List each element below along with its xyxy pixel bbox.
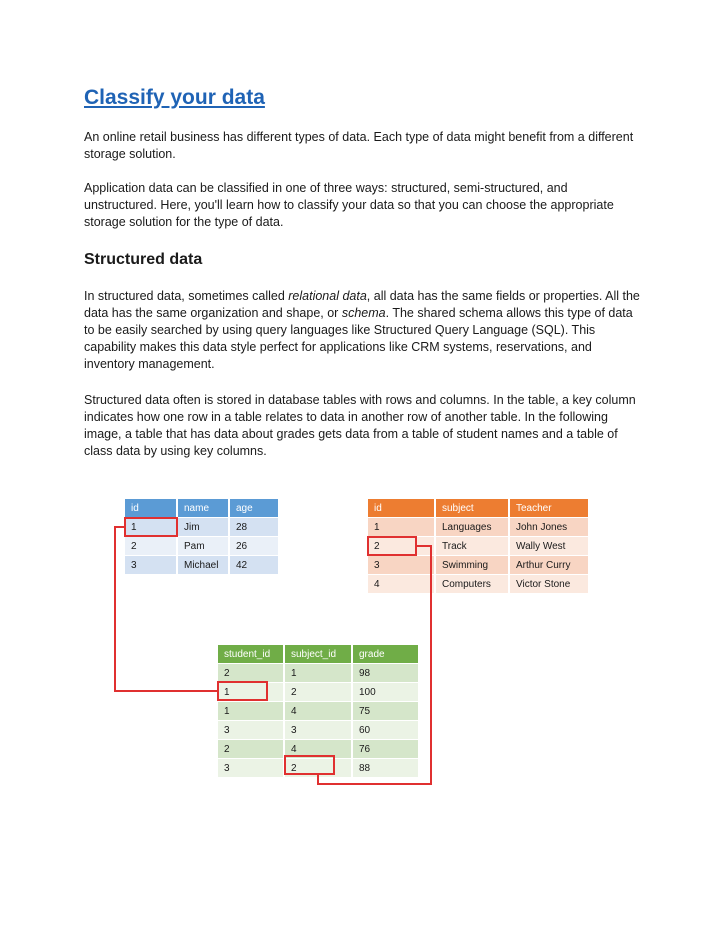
table-cell: 60	[352, 721, 419, 740]
table-row	[368, 575, 589, 594]
structured-p1-text-b: , all data has the same fields or properties. All the data has the same organization and shape, or	[84, 289, 640, 320]
column-header: age	[229, 499, 279, 518]
table-cell: 42	[229, 556, 279, 575]
table-cell: Arthur Curry	[509, 556, 589, 575]
table-row	[218, 740, 419, 759]
table-row	[368, 518, 589, 537]
column-header: id	[125, 499, 177, 518]
table-cell: 1	[218, 702, 284, 721]
table-cell: 3	[368, 556, 435, 575]
table-row	[125, 556, 279, 575]
table-cell: 3	[218, 759, 284, 778]
students-table	[125, 499, 280, 574]
table-cell: 1	[125, 518, 177, 537]
column-header: id	[368, 499, 435, 518]
column-header: subject	[435, 499, 509, 518]
table-cell: Languages	[435, 518, 509, 537]
table-cell: Victor Stone	[509, 575, 589, 594]
column-header: student_id	[218, 645, 284, 664]
table-cell: Michael	[177, 556, 229, 575]
table-cell: 1	[284, 664, 352, 683]
subjects-table	[368, 499, 590, 593]
table-cell: 1	[368, 518, 435, 537]
column-header: name	[177, 499, 229, 518]
table-cell: 100	[352, 683, 419, 702]
table-cell: Jim	[177, 518, 229, 537]
table-cell: 2	[125, 537, 177, 556]
table-cell: 3	[125, 556, 177, 575]
table-cell: 2	[218, 664, 284, 683]
table-cell: Swimming	[435, 556, 509, 575]
table-row	[125, 518, 279, 537]
table-cell: Pam	[177, 537, 229, 556]
column-header: grade	[352, 645, 419, 664]
schema-term: schema	[341, 306, 386, 320]
table-cell: 4	[284, 740, 352, 759]
grades-table	[218, 645, 420, 777]
table-cell: 3	[218, 721, 284, 740]
table-cell: 98	[352, 664, 419, 683]
table-cell: 3	[284, 721, 352, 740]
table-row	[218, 664, 419, 683]
table-cell: Wally West	[509, 537, 589, 556]
structured-paragraph-1	[84, 288, 640, 373]
structured-paragraph-2: Structured data often is stored in database tables with rows and columns. In the table, a key column indicates how one row in a table relates to data in another row of another table. In the following image, a table that has data about grades gets data from a table of student names and a table of class data by using key columns.	[84, 393, 636, 458]
table-cell: 4	[284, 702, 352, 721]
table-cell: 26	[229, 537, 279, 556]
table-row	[218, 683, 419, 702]
table-cell: 1	[218, 683, 284, 702]
table-cell: 88	[352, 759, 419, 778]
table-row	[218, 759, 419, 778]
table-cell: 4	[368, 575, 435, 594]
table-header-row	[368, 499, 589, 518]
structured-p1-text-c: . The shared schema allows this type of data to be easily searched by using query languages like Structured Query Language (SQL). This capability makes this data style perfect for applications like CRM systems, reservations, and inventory management.	[84, 306, 633, 371]
column-header: Teacher	[509, 499, 589, 518]
table-cell: 76	[352, 740, 419, 759]
section-heading-structured: Structured data	[84, 251, 203, 268]
intro-paragraph: An online retail business has different types of data. Each type of data might benefit from a different storage solution.	[84, 130, 634, 161]
table-cell: 75	[352, 702, 419, 721]
table-cell: Computers	[435, 575, 509, 594]
table-row	[368, 537, 589, 556]
table-cell: 2	[218, 740, 284, 759]
table-cell: 28	[229, 518, 279, 537]
table-cell: 2	[284, 759, 352, 778]
table-cell: 2	[368, 537, 435, 556]
table-cell: 2	[284, 683, 352, 702]
column-header: subject_id	[284, 645, 352, 664]
application-paragraph: Application data can be classified in one of three ways: structured, semi-structured, and unstructured. Here, you'll learn how to classify your data so that you can choose the appropriate storage solution for the type of data.	[84, 181, 614, 229]
table-header-row	[218, 645, 419, 664]
table-row	[125, 537, 279, 556]
table-row	[218, 702, 419, 721]
table-cell: Track	[435, 537, 509, 556]
page-title: Classify your data	[84, 86, 265, 109]
structured-p1-text-a: In structured data, sometimes called	[84, 289, 289, 303]
relational-data-term: relational data	[288, 289, 367, 303]
table-row	[218, 721, 419, 740]
table-row	[368, 556, 589, 575]
table-header-row	[125, 499, 279, 518]
table-cell: John Jones	[509, 518, 589, 537]
